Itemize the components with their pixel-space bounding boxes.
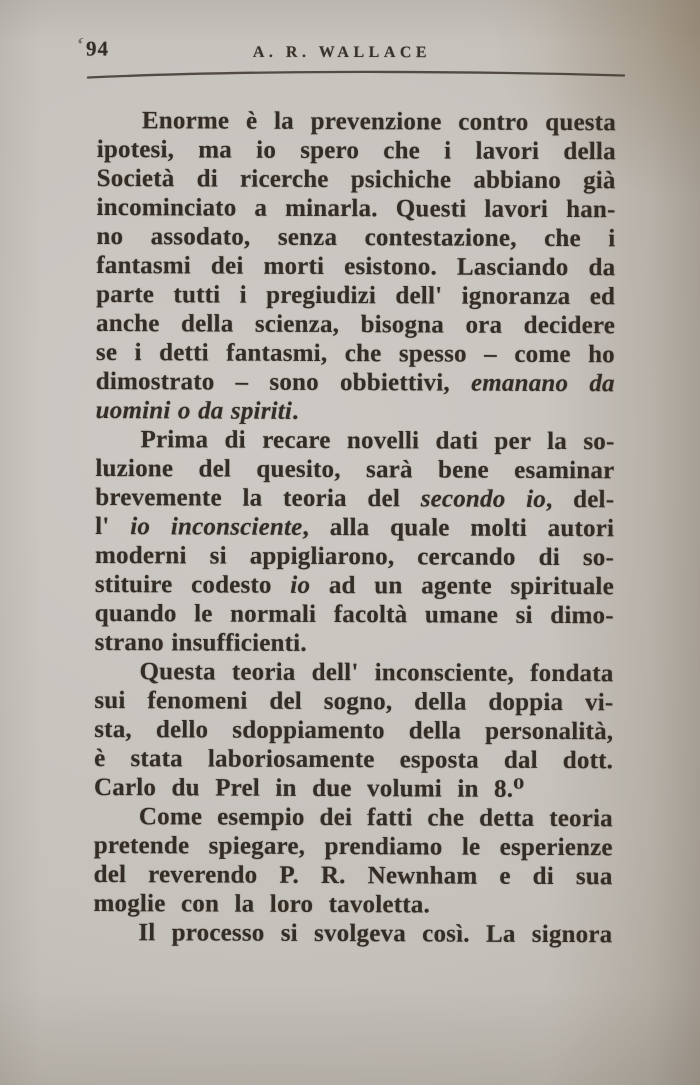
text-line (96, 396, 615, 427)
running-title: A. R. WALLACE (252, 43, 432, 62)
text-segment: l' (95, 512, 131, 541)
italic-text-segment: io inconsciente (130, 513, 303, 541)
text-segment: Come esempio dei fatti che detta teoria (138, 803, 613, 833)
text-line (94, 715, 613, 746)
text-segment: Carlo du Prel in due volumi in 8.⁰ (93, 773, 525, 803)
text-segment: Questa teoria dell' inconsciente, fondata (139, 658, 614, 688)
text-segment: moglie con la loro tavoletta. (93, 889, 430, 919)
text-line (97, 106, 616, 137)
text-line (95, 570, 614, 601)
text-line (96, 222, 615, 253)
text-segment: Enorme è la prevenzione contro questa (141, 107, 616, 137)
italic-text-segment: secondo io (420, 485, 547, 513)
text-line (95, 628, 614, 659)
page-body (93, 106, 616, 949)
text-segment: sui fenomeni del sogno, della doppia vi- (94, 686, 614, 717)
text-line (95, 512, 614, 543)
text-line (96, 367, 615, 398)
text-segment: quando le normali facoltà umane si dimo- (94, 599, 614, 630)
text-segment: Il processo si svolgeva così. La signora (138, 919, 613, 949)
text-segment: Prima di recare novelli dati per la so- (140, 426, 615, 456)
text-segment: è stata laboriosamente esposta dal dott. (94, 744, 614, 775)
text-line (94, 744, 613, 775)
text-segment: moderni si appigliarono, cercando di so- (94, 541, 615, 572)
text-segment: del reverendo P. R. Newnham e di sua (93, 860, 613, 891)
header-rule (86, 68, 626, 83)
italic-text-segment: io (290, 571, 311, 599)
text-line (93, 889, 612, 920)
italic-text-segment: emanano da (470, 369, 615, 398)
text-segment: pretende spiegare, prendiamo le esperienze (93, 831, 613, 862)
text-line (95, 541, 614, 572)
page-number: 94 (85, 36, 110, 61)
text-segment: ipotesi, ma io spero che i lavori della (96, 135, 616, 166)
text-line (95, 425, 614, 456)
text-segment: anche della scienza, bisogna ora decidere (95, 309, 616, 340)
text-segment: sta, dello sdoppiamento della personalità, (94, 715, 614, 746)
stray-ink-mark: ʻ (73, 33, 86, 56)
text-line (97, 164, 616, 195)
text-segment: Società di ricerche psichiche abbiano già (96, 164, 616, 195)
text-segment: strano insufficienti. (94, 628, 307, 657)
text-line (96, 251, 615, 282)
text-line (95, 599, 614, 630)
text-segment: se i detti fantasmi, che spesso – come ho (95, 338, 615, 369)
text-line (94, 802, 613, 833)
italic-text-segment: uomini o da spiriti (95, 396, 293, 425)
text-segment: luzione del quesito, sarà bene esaminar (95, 454, 615, 485)
text-segment: ad un agente spirituale (310, 571, 614, 601)
text-line (96, 193, 615, 224)
text-line (95, 454, 614, 485)
text-line (94, 831, 613, 862)
text-segment: incominciato a minarla. Questi lavori han- (96, 193, 616, 224)
text-segment: brevemente la teoria del (95, 483, 421, 513)
text-segment: stituire codesto (94, 570, 291, 599)
text-line (94, 686, 613, 717)
text-line (94, 657, 613, 688)
text-segment: dimostrato – sono obbiettivi, (95, 367, 472, 397)
page-header (73, 33, 626, 85)
text-segment: , del- (545, 485, 615, 514)
text-segment: parte tutti i pregiudizi dell' ignoranza ed (96, 280, 616, 311)
text-segment: fantasmi dei morti esistono. Lasciando da (96, 251, 616, 282)
text-line (94, 773, 613, 804)
text-segment: , alla quale molti autori (302, 513, 615, 543)
text-line (97, 135, 616, 166)
text-line (95, 483, 614, 514)
text-segment: . (292, 397, 299, 425)
text-line (93, 918, 612, 949)
text-line (96, 280, 615, 311)
text-segment: no assodato, senza contestazione, che i (96, 222, 616, 253)
text-line (96, 309, 615, 340)
text-line (96, 338, 615, 369)
text-line (94, 860, 613, 891)
